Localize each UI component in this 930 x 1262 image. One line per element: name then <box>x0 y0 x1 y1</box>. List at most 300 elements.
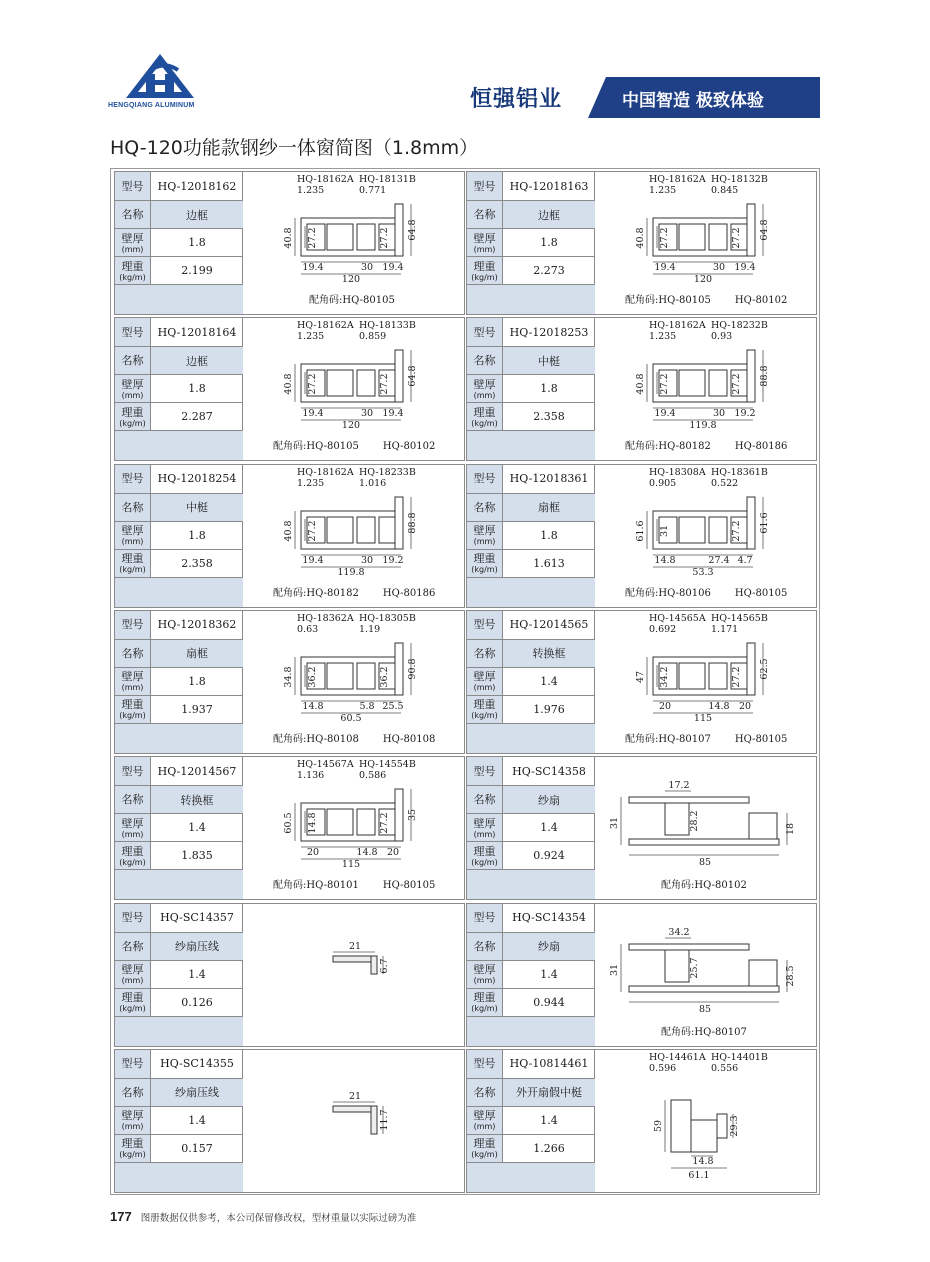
corner-code-value: HQ-80182 <box>658 441 711 453</box>
corner-code-value: HQ-80102 <box>382 441 436 453</box>
spec-label-text: 型号 <box>121 325 144 339</box>
dimension-label: 60.5 <box>340 712 362 724</box>
spec-label-text: 壁厚 <box>121 524 144 538</box>
profile-drawing <box>243 318 464 460</box>
spec-label-unit: (kg/m) <box>119 1004 146 1013</box>
dimension-label: 40.8 <box>635 373 646 395</box>
spec-label-unit: (mm) <box>473 390 496 400</box>
spec-value-thickness: 1.8 <box>188 674 206 688</box>
dimension-label: 27.4 <box>708 554 730 566</box>
profile-flange <box>747 204 755 256</box>
spec-row-thickness <box>115 814 243 842</box>
spec-row-model <box>115 1050 243 1079</box>
spec-value-weight: 2.358 <box>181 556 213 570</box>
spec-label-text: 名称 <box>473 500 496 514</box>
dimension-label: 40.8 <box>283 520 294 542</box>
dimension-label: 30 <box>360 408 374 420</box>
spec-row-weight <box>467 1135 595 1163</box>
spec-label-weight <box>115 1135 151 1162</box>
corner-code <box>625 291 787 306</box>
profile-card <box>114 610 465 754</box>
corner-code-value: HQ-80107 <box>694 1026 747 1038</box>
spec-label-model <box>467 465 503 493</box>
dimension-label: 30 <box>712 408 726 420</box>
corner-code-value: HQ-80108 <box>306 733 359 745</box>
spec-label-thickness <box>115 961 151 988</box>
spec-label-thickness <box>467 229 503 256</box>
logo-text: HENGQIANG ALUMINUM <box>108 102 195 109</box>
dimension-label: 19.4 <box>302 554 324 566</box>
sash-chamber <box>665 803 689 835</box>
corner-code-label: 配角码: <box>273 733 307 745</box>
part-weight: 0.859 <box>359 331 387 343</box>
spec-value-thickness: 1.4 <box>188 1113 206 1127</box>
spec-value-model: HQ-12018164 <box>157 325 237 339</box>
spec-label-model <box>115 318 151 346</box>
dimension-label: 30 <box>712 262 726 273</box>
spec-value-model: HQ-SC14357 <box>160 911 234 924</box>
spec-label-thickness <box>467 961 503 988</box>
spec-row-thickness <box>467 375 595 403</box>
part-code: HQ-14401B <box>711 1051 768 1063</box>
spec-blank-area <box>115 1017 243 1046</box>
corner-code <box>661 1023 747 1038</box>
part-code: HQ-18162A <box>649 320 706 332</box>
spec-label-text: 理重 <box>121 1137 144 1151</box>
dimension-label: 20 <box>658 700 672 712</box>
dimension-label: 85 <box>698 857 712 869</box>
profile-card <box>466 756 817 900</box>
spec-table <box>115 757 243 899</box>
spec-label-thickness <box>115 375 151 402</box>
spec-blank-area <box>115 870 243 899</box>
corner-code-value: HQ-80106 <box>658 587 711 599</box>
part-codes <box>297 613 421 635</box>
spec-row-weight <box>467 403 595 431</box>
corner-code-label: 配角码: <box>273 587 307 599</box>
dimension-label: 27.2 <box>307 227 318 249</box>
spec-row-model <box>467 757 595 786</box>
dimension-label: 31 <box>659 524 670 537</box>
spec-table <box>467 318 595 460</box>
profile-card <box>466 317 817 461</box>
profile-chamber <box>679 663 705 689</box>
dimension-label: 120 <box>693 274 713 285</box>
spec-value-weight: 0.944 <box>533 995 565 1009</box>
profile-card <box>114 1049 465 1193</box>
spec-row-weight <box>467 257 595 285</box>
spec-label-name <box>467 201 503 228</box>
spec-value-weight: 2.199 <box>181 264 213 277</box>
dimension-label: 61.1 <box>688 1169 710 1181</box>
spec-value-model: HQ-12018254 <box>157 472 237 486</box>
dimension-label: 18 <box>785 823 796 836</box>
spec-label-weight <box>467 403 503 430</box>
spec-value-weight: 0.157 <box>181 1141 213 1155</box>
spec-label-text: 壁厚 <box>473 377 496 391</box>
profile-card <box>114 317 465 461</box>
part-weight: 1.235 <box>649 185 677 196</box>
spec-blank-area <box>467 431 595 460</box>
spec-label-weight <box>115 989 151 1016</box>
spec-value-weight: 0.924 <box>533 849 565 863</box>
dimension-label: 11.7 <box>379 1109 390 1131</box>
spec-label-name <box>115 640 151 667</box>
dimension-label: 61.6 <box>635 520 646 542</box>
profile-card <box>466 1049 817 1193</box>
dimension-label: 5.8 <box>359 700 375 712</box>
spec-blank-area <box>467 285 595 314</box>
dimension-label: 19.4 <box>734 262 756 273</box>
dimension-label: 30 <box>360 262 374 273</box>
profile-drawing <box>243 465 464 607</box>
dimension-label: 19.4 <box>654 262 676 273</box>
spec-label-text: 型号 <box>121 1057 144 1071</box>
part-codes <box>297 467 421 489</box>
spec-table <box>467 1050 595 1192</box>
part-weight: 0.692 <box>649 623 677 635</box>
profile-card <box>466 464 817 608</box>
spec-label-name <box>467 347 503 374</box>
corner-code <box>273 437 435 452</box>
part-codes <box>649 174 773 196</box>
profile-chamber <box>327 663 353 689</box>
spec-blank-area <box>115 431 243 460</box>
profile-chamber <box>379 517 395 543</box>
spec-label-model <box>467 172 503 200</box>
profile-flange <box>747 497 755 549</box>
spec-value-thickness: 1.8 <box>540 528 558 542</box>
spec-value-model: HQ-SC14358 <box>512 764 586 778</box>
corner-code-label: 配角码: <box>273 441 307 453</box>
spec-row-model <box>115 611 243 640</box>
bead-profile <box>333 956 375 962</box>
spec-label-name <box>467 933 503 960</box>
spec-value-name: 边框 <box>151 201 243 228</box>
part-code: HQ-18308A <box>649 466 706 478</box>
dimension-label: 27.2 <box>659 227 670 249</box>
part-code: HQ-14567A <box>297 759 354 771</box>
spec-label-unit: (kg/m) <box>471 1004 498 1013</box>
spec-value-weight: 2.287 <box>181 410 213 424</box>
spec-label-unit: (mm) <box>121 976 144 985</box>
spec-label-text: 壁厚 <box>473 963 496 976</box>
spec-label-thickness <box>467 1107 503 1134</box>
bead-leg <box>371 1106 377 1134</box>
spec-label-text: 型号 <box>473 325 496 339</box>
part-weight: 1.19 <box>359 623 381 635</box>
part-weight: 0.596 <box>649 1062 677 1074</box>
spec-label-text: 理重 <box>473 1137 496 1151</box>
dimension-label: 19.4 <box>382 408 404 420</box>
spec-label-model <box>467 611 503 639</box>
part-code: HQ-18162A <box>297 174 354 185</box>
spec-label-unit: (kg/m) <box>471 857 498 867</box>
part-weight: 1.235 <box>297 477 325 489</box>
spec-row-weight <box>115 403 243 431</box>
spec-table <box>467 904 595 1046</box>
spec-label-unit: (mm) <box>473 976 496 985</box>
spec-label-unit: (kg/m) <box>119 857 146 867</box>
spec-label-unit: (kg/m) <box>119 1150 146 1160</box>
spec-label-text: 名称 <box>473 354 496 368</box>
spec-label-unit: (mm) <box>121 829 144 839</box>
sash-hook <box>749 813 777 839</box>
profile-card <box>466 171 817 315</box>
spec-row-thickness <box>115 668 243 696</box>
dimension-label: 14.8 <box>692 1155 714 1167</box>
spec-value-thickness: 1.8 <box>188 528 206 542</box>
profile-chamber <box>679 517 705 543</box>
spec-value-thickness: 1.4 <box>540 674 558 688</box>
dimension-label: 19.4 <box>382 262 404 273</box>
spec-value-weight: 1.835 <box>181 849 213 863</box>
spec-label-text: 理重 <box>473 259 496 273</box>
spec-row-name <box>467 640 595 668</box>
spec-label-unit: (kg/m) <box>119 272 146 282</box>
spec-value-model: HQ-12018162 <box>157 179 237 193</box>
spec-label-text: 名称 <box>121 793 144 807</box>
spec-row-name <box>115 347 243 375</box>
profile-flange <box>395 643 403 695</box>
spec-label-text: 理重 <box>121 844 144 858</box>
dimension-label: 35 <box>407 809 418 822</box>
profile-drawing <box>595 172 816 314</box>
corner-code <box>625 584 787 599</box>
profile-drawing <box>595 611 816 753</box>
part-weight: 1.171 <box>711 623 739 635</box>
dimension-label: 120 <box>341 420 361 432</box>
spec-label-text: 理重 <box>473 552 496 566</box>
spec-label-model <box>115 904 151 932</box>
corner-code-value: HQ-80105 <box>382 880 436 892</box>
part-codes <box>649 613 773 635</box>
part-code: HQ-18132B <box>711 174 768 185</box>
spec-label-text: 名称 <box>121 1085 144 1099</box>
part-codes <box>297 759 421 781</box>
dimension-label: 30 <box>360 554 374 566</box>
spec-row-name <box>467 786 595 814</box>
corner-code-label: 配角码: <box>661 880 695 892</box>
spec-label-unit: (kg/m) <box>471 272 498 282</box>
part-weight: 0.93 <box>711 331 733 343</box>
corner-code-value: HQ-80101 <box>306 880 359 892</box>
spec-value-name: 纱扇 <box>503 933 595 960</box>
dimension-label: 36.2 <box>379 666 390 688</box>
dimension-label: 20 <box>738 700 752 712</box>
spec-row-name <box>115 1079 243 1107</box>
part-weight: 1.235 <box>649 331 677 343</box>
spec-row-weight <box>115 550 243 578</box>
logo-mark-icon <box>124 52 196 100</box>
dimension-label: 27.2 <box>307 373 318 395</box>
spec-label-model <box>467 1050 503 1078</box>
spec-value-weight: 0.126 <box>181 995 213 1009</box>
spec-value-thickness: 1.8 <box>540 236 558 249</box>
spec-label-model <box>115 757 151 785</box>
spec-row-thickness <box>115 1107 243 1135</box>
profile-card <box>114 903 465 1047</box>
spec-value-thickness: 1.8 <box>540 382 558 396</box>
spec-value-name: 扇框 <box>151 640 243 667</box>
spec-row-model <box>467 318 595 347</box>
spec-value-name: 中梃 <box>503 347 595 374</box>
sash-top <box>629 797 749 803</box>
spec-value-weight: 1.976 <box>533 702 565 716</box>
spec-label-model <box>467 757 503 785</box>
dimension-label: 115 <box>341 859 361 871</box>
spec-blank-area <box>467 1017 595 1046</box>
spec-value-name: 纱扇压线 <box>151 1079 243 1106</box>
spec-label-name <box>467 786 503 813</box>
profile-chamber <box>709 663 727 689</box>
profile-chamber <box>357 370 375 396</box>
corner-code <box>273 876 435 891</box>
spec-label-thickness <box>115 1107 151 1134</box>
part-code: HQ-18362A <box>297 612 354 624</box>
spec-value-weight: 2.358 <box>533 410 565 424</box>
spec-label-text: 壁厚 <box>121 816 144 830</box>
spec-blank-area <box>115 724 243 753</box>
cross-section-diagram <box>243 1050 464 1194</box>
part-weight: 0.586 <box>359 770 387 782</box>
corner-code <box>625 730 787 745</box>
corner-code-value: HQ-80105 <box>658 295 711 306</box>
part-codes <box>649 320 773 342</box>
spec-label-unit: (mm) <box>121 537 144 547</box>
dimension-label: 19.2 <box>382 554 404 566</box>
spec-label-weight <box>467 550 503 577</box>
spec-label-model <box>467 318 503 346</box>
spec-value-model: HQ-SC14354 <box>512 911 586 924</box>
corner-code-value: HQ-80102 <box>694 880 747 892</box>
dimension-label: 27.2 <box>659 373 670 395</box>
spec-label-unit: (mm) <box>121 390 144 400</box>
part-codes <box>297 320 421 342</box>
cross-section-diagram <box>243 904 464 1048</box>
spec-label-name <box>467 640 503 667</box>
corner-code-label: 配角码: <box>625 733 659 745</box>
corner-code-value: HQ-80186 <box>734 441 788 453</box>
dimension-label: 28.5 <box>785 964 796 987</box>
dimension-label: 27.2 <box>731 373 742 395</box>
dimension-label: 19.4 <box>302 408 324 420</box>
spec-table <box>467 611 595 753</box>
spec-label-thickness <box>467 522 503 549</box>
spec-label-text: 理重 <box>121 259 144 273</box>
spec-table <box>467 172 595 314</box>
spec-label-text: 理重 <box>121 698 144 712</box>
dimension-label: 61.6 <box>759 512 770 534</box>
spec-label-text: 理重 <box>473 844 496 858</box>
spec-value-model: HQ-12018253 <box>509 325 589 339</box>
spec-row-name <box>467 201 595 229</box>
spec-row-weight <box>115 989 243 1017</box>
spec-row-name <box>467 1079 595 1107</box>
spec-table <box>115 904 243 1046</box>
corner-code-value: HQ-80186 <box>382 587 436 599</box>
sash-chamber <box>665 950 689 982</box>
spec-value-thickness: 1.4 <box>540 1113 558 1127</box>
spec-blank-area <box>467 870 595 899</box>
part-weight: 0.522 <box>711 477 739 489</box>
part-weight: 1.235 <box>297 331 325 343</box>
spec-label-unit: (mm) <box>121 244 144 254</box>
corner-code-value: HQ-80102 <box>734 295 788 306</box>
dimension-label: 85 <box>698 1003 712 1015</box>
corner-code-value: HQ-80105 <box>734 733 788 745</box>
spec-label-weight <box>115 550 151 577</box>
part-weight: 0.771 <box>359 185 387 196</box>
slogan-text: 中国智造 极致体验 <box>622 91 764 111</box>
corner-code-label: 配角码: <box>625 441 659 453</box>
spec-label-unit: (mm) <box>473 537 496 547</box>
spec-label-text: 型号 <box>121 618 144 632</box>
part-code: HQ-14565A <box>649 612 706 624</box>
spec-label-weight <box>115 696 151 723</box>
spec-label-model <box>467 904 503 932</box>
spec-value-thickness: 1.4 <box>540 821 558 835</box>
spec-row-model <box>467 172 595 201</box>
dimension-label: 27.2 <box>379 812 390 834</box>
part-code: HQ-14461A <box>649 1051 706 1063</box>
dimension-label: 34.2 <box>668 926 690 938</box>
spec-value-thickness: 1.4 <box>188 821 206 835</box>
dimension-label: 34.2 <box>659 666 670 688</box>
dimension-label: 19.4 <box>654 408 676 420</box>
part-weight: 1.016 <box>359 477 387 489</box>
dimension-label: 27.2 <box>731 666 742 688</box>
profile-outline <box>671 1100 691 1152</box>
part-code: HQ-18232B <box>711 320 768 332</box>
dimension-label: 20 <box>306 847 320 859</box>
part-weight: 0.905 <box>649 477 677 489</box>
spec-value-weight: 1.937 <box>181 702 213 716</box>
corner-code-value: HQ-80107 <box>658 733 711 745</box>
part-weight: 1.136 <box>297 770 325 782</box>
dimension-label: 119.8 <box>689 420 717 432</box>
profile-chamber <box>357 809 375 835</box>
page-number: 177 <box>110 1209 132 1224</box>
part-code: HQ-18361B <box>711 466 768 478</box>
spec-table <box>115 1050 243 1192</box>
dimension-label: 27.2 <box>379 373 390 395</box>
spec-label-unit: (mm) <box>473 829 496 839</box>
part-code: HQ-18133B <box>359 320 416 332</box>
dimension-label: 115 <box>693 712 713 724</box>
corner-code-label: 配角码: <box>273 880 307 892</box>
profile-flange <box>395 350 403 402</box>
dimension-label: 25.7 <box>689 956 700 979</box>
dimension-label: 27.2 <box>307 520 318 542</box>
part-code: HQ-18162A <box>297 466 354 478</box>
spec-label-name <box>115 1079 151 1106</box>
profile-chamber <box>327 517 353 543</box>
profile-flange <box>747 643 755 695</box>
dimension-label: 14.8 <box>356 847 378 859</box>
profile-chamber <box>327 809 353 835</box>
spec-label-text: 壁厚 <box>473 524 496 538</box>
spec-row-thickness <box>115 229 243 257</box>
dimension-label: 6.7 <box>379 957 390 974</box>
spec-label-text: 壁厚 <box>473 231 496 245</box>
spec-label-name <box>115 201 151 228</box>
spec-value-name: 扇框 <box>503 494 595 521</box>
spec-label-model <box>115 611 151 639</box>
spec-row-model <box>467 611 595 640</box>
profile-chamber <box>327 370 353 396</box>
part-codes <box>649 1052 773 1074</box>
